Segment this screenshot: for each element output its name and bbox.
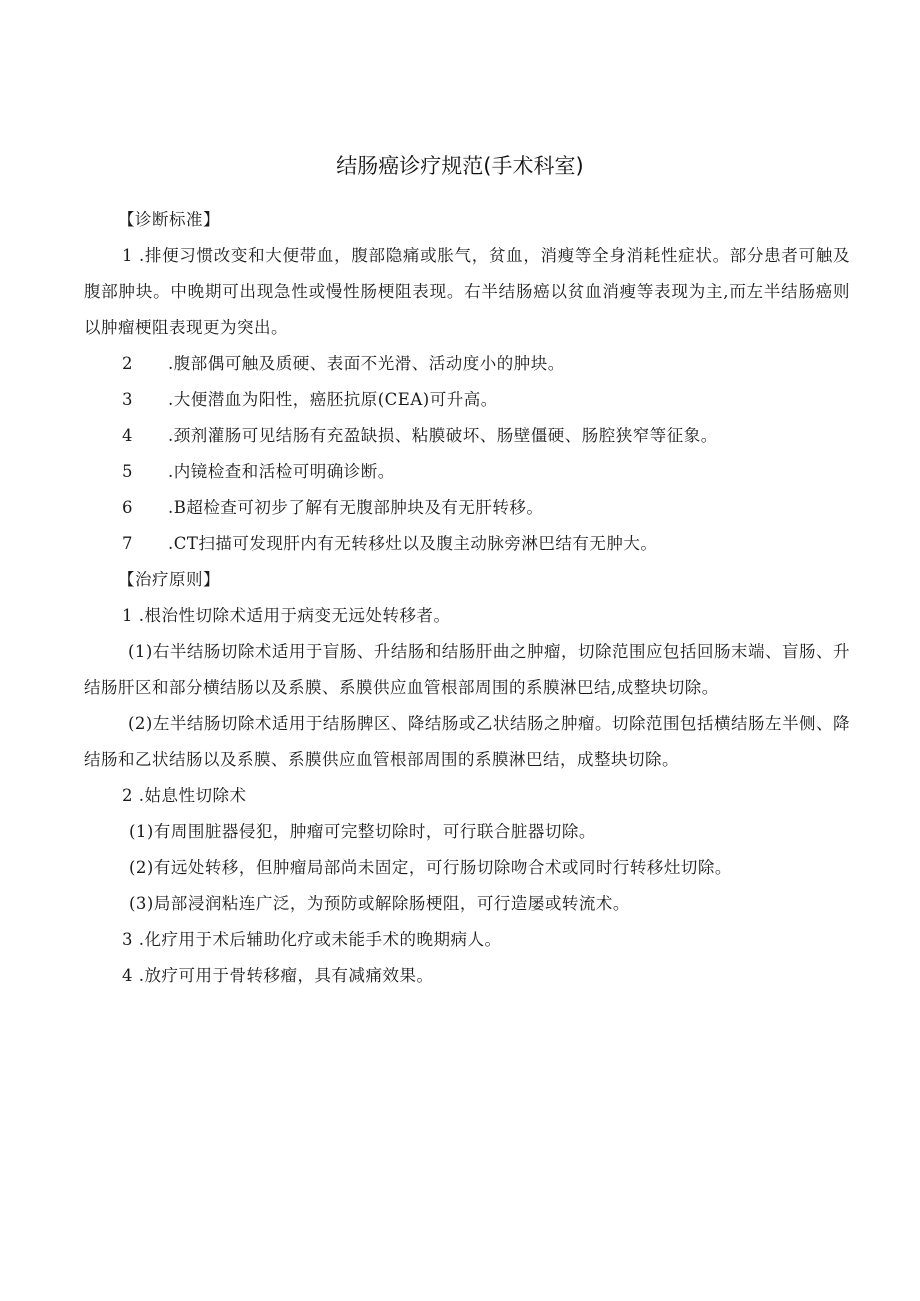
treatment-item-4: 4 .放疗可用于骨转移瘤，具有减痛效果。 — [122, 966, 434, 985]
item-text: .腹部偶可触及质硬、表面不光滑、活动度小的肿块。 — [168, 354, 565, 373]
diagnosis-item-6 — [84, 490, 850, 526]
diagnosis-item-1: 1 .排便习惯改变和大便带血，腹部隐痛或胀气，贫血，消瘦等全身消耗性症状。部分患者可触及腹部肿块。中晚期可出现急性或慢性肠梗阻表现。右半结肠癌以贫血消瘦等表现为主,而左半结肠癌则以肿瘤梗阻表现更为突出。 — [84, 246, 850, 337]
item-number: 5 — [122, 462, 133, 481]
item-text: .颈剂灌肠可见结肠有充盈缺损、粘膜破坏、肠壁僵硬、肠腔狭窄等征象。 — [168, 426, 718, 445]
diagnosis-item-7 — [84, 526, 850, 562]
item-text: .大便潜血为阳性，癌胚抗原(CEA)可升高。 — [168, 390, 498, 409]
diagnosis-heading: 【诊断标准】 — [118, 210, 220, 229]
item-text: .CT扫描可发现肝内有无转移灶以及腹主动脉旁淋巴结有无肿大。 — [168, 534, 658, 553]
item-text: .B超检查可初步了解有无腹部肿块及有无肝转移。 — [168, 498, 544, 517]
diagnosis-item-4 — [84, 418, 850, 454]
treatment-item-2: 2 .姑息性切除术 — [122, 786, 247, 805]
treatment-item-2-sub-3: (3)局部浸润粘连广泛，为预防或解除肠梗阻，可行造屡或转流术。 — [129, 894, 630, 913]
diagnosis-item-5 — [84, 454, 850, 490]
item-text: .内镜检查和活检可明确诊断。 — [168, 462, 395, 481]
item-number: 6 — [122, 498, 133, 517]
treatment-item-1: 1 .根治性切除术适用于病变无远处转移者。 — [122, 606, 451, 625]
treatment-item-2-sub-2: (2)有远处转移，但肿瘤局部尚未固定，可行肠切除吻合术或同时行转移灶切除。 — [129, 858, 732, 877]
document-title: 结肠癌诊疗规范(手术科室) — [336, 154, 584, 178]
item-number: 7 — [122, 534, 133, 553]
treatment-item-1-sub-2: (2)左半结肠切除术适用于结肠脾区、降结肠或乙状结肠之肿瘤。切除范围包括横结肠左半侧、降结肠和乙状结肠以及系膜、系膜供应血管根部周围的系膜淋巴结，成整块切除。 — [84, 714, 850, 769]
treatment-item-2-sub-1: (1)有周围脏器侵犯，肿瘤可完整切除时，可行联合脏器切除。 — [129, 822, 596, 841]
item-number: 3 — [122, 390, 133, 409]
diagnosis-item-3 — [84, 382, 850, 418]
treatment-heading: 【治疗原则】 — [118, 570, 220, 589]
item-number: 2 — [122, 354, 133, 373]
treatment-item-1-sub-1: (1)右半结肠切除术适用于盲肠、升结肠和结肠肝曲之肿瘤，切除范围应包括回肠末端、盲肠、升结肠肝区和部分横结肠以及系膜、系膜供应血管根部周围的系膜淋巴结,成整块切除。 — [84, 642, 850, 697]
diagnosis-item-2 — [84, 346, 850, 382]
item-number: 4 — [122, 426, 133, 445]
document-body — [84, 202, 850, 994]
treatment-item-3: 3 .化疗用于术后辅助化疗或未能手术的晚期病人。 — [122, 930, 502, 949]
